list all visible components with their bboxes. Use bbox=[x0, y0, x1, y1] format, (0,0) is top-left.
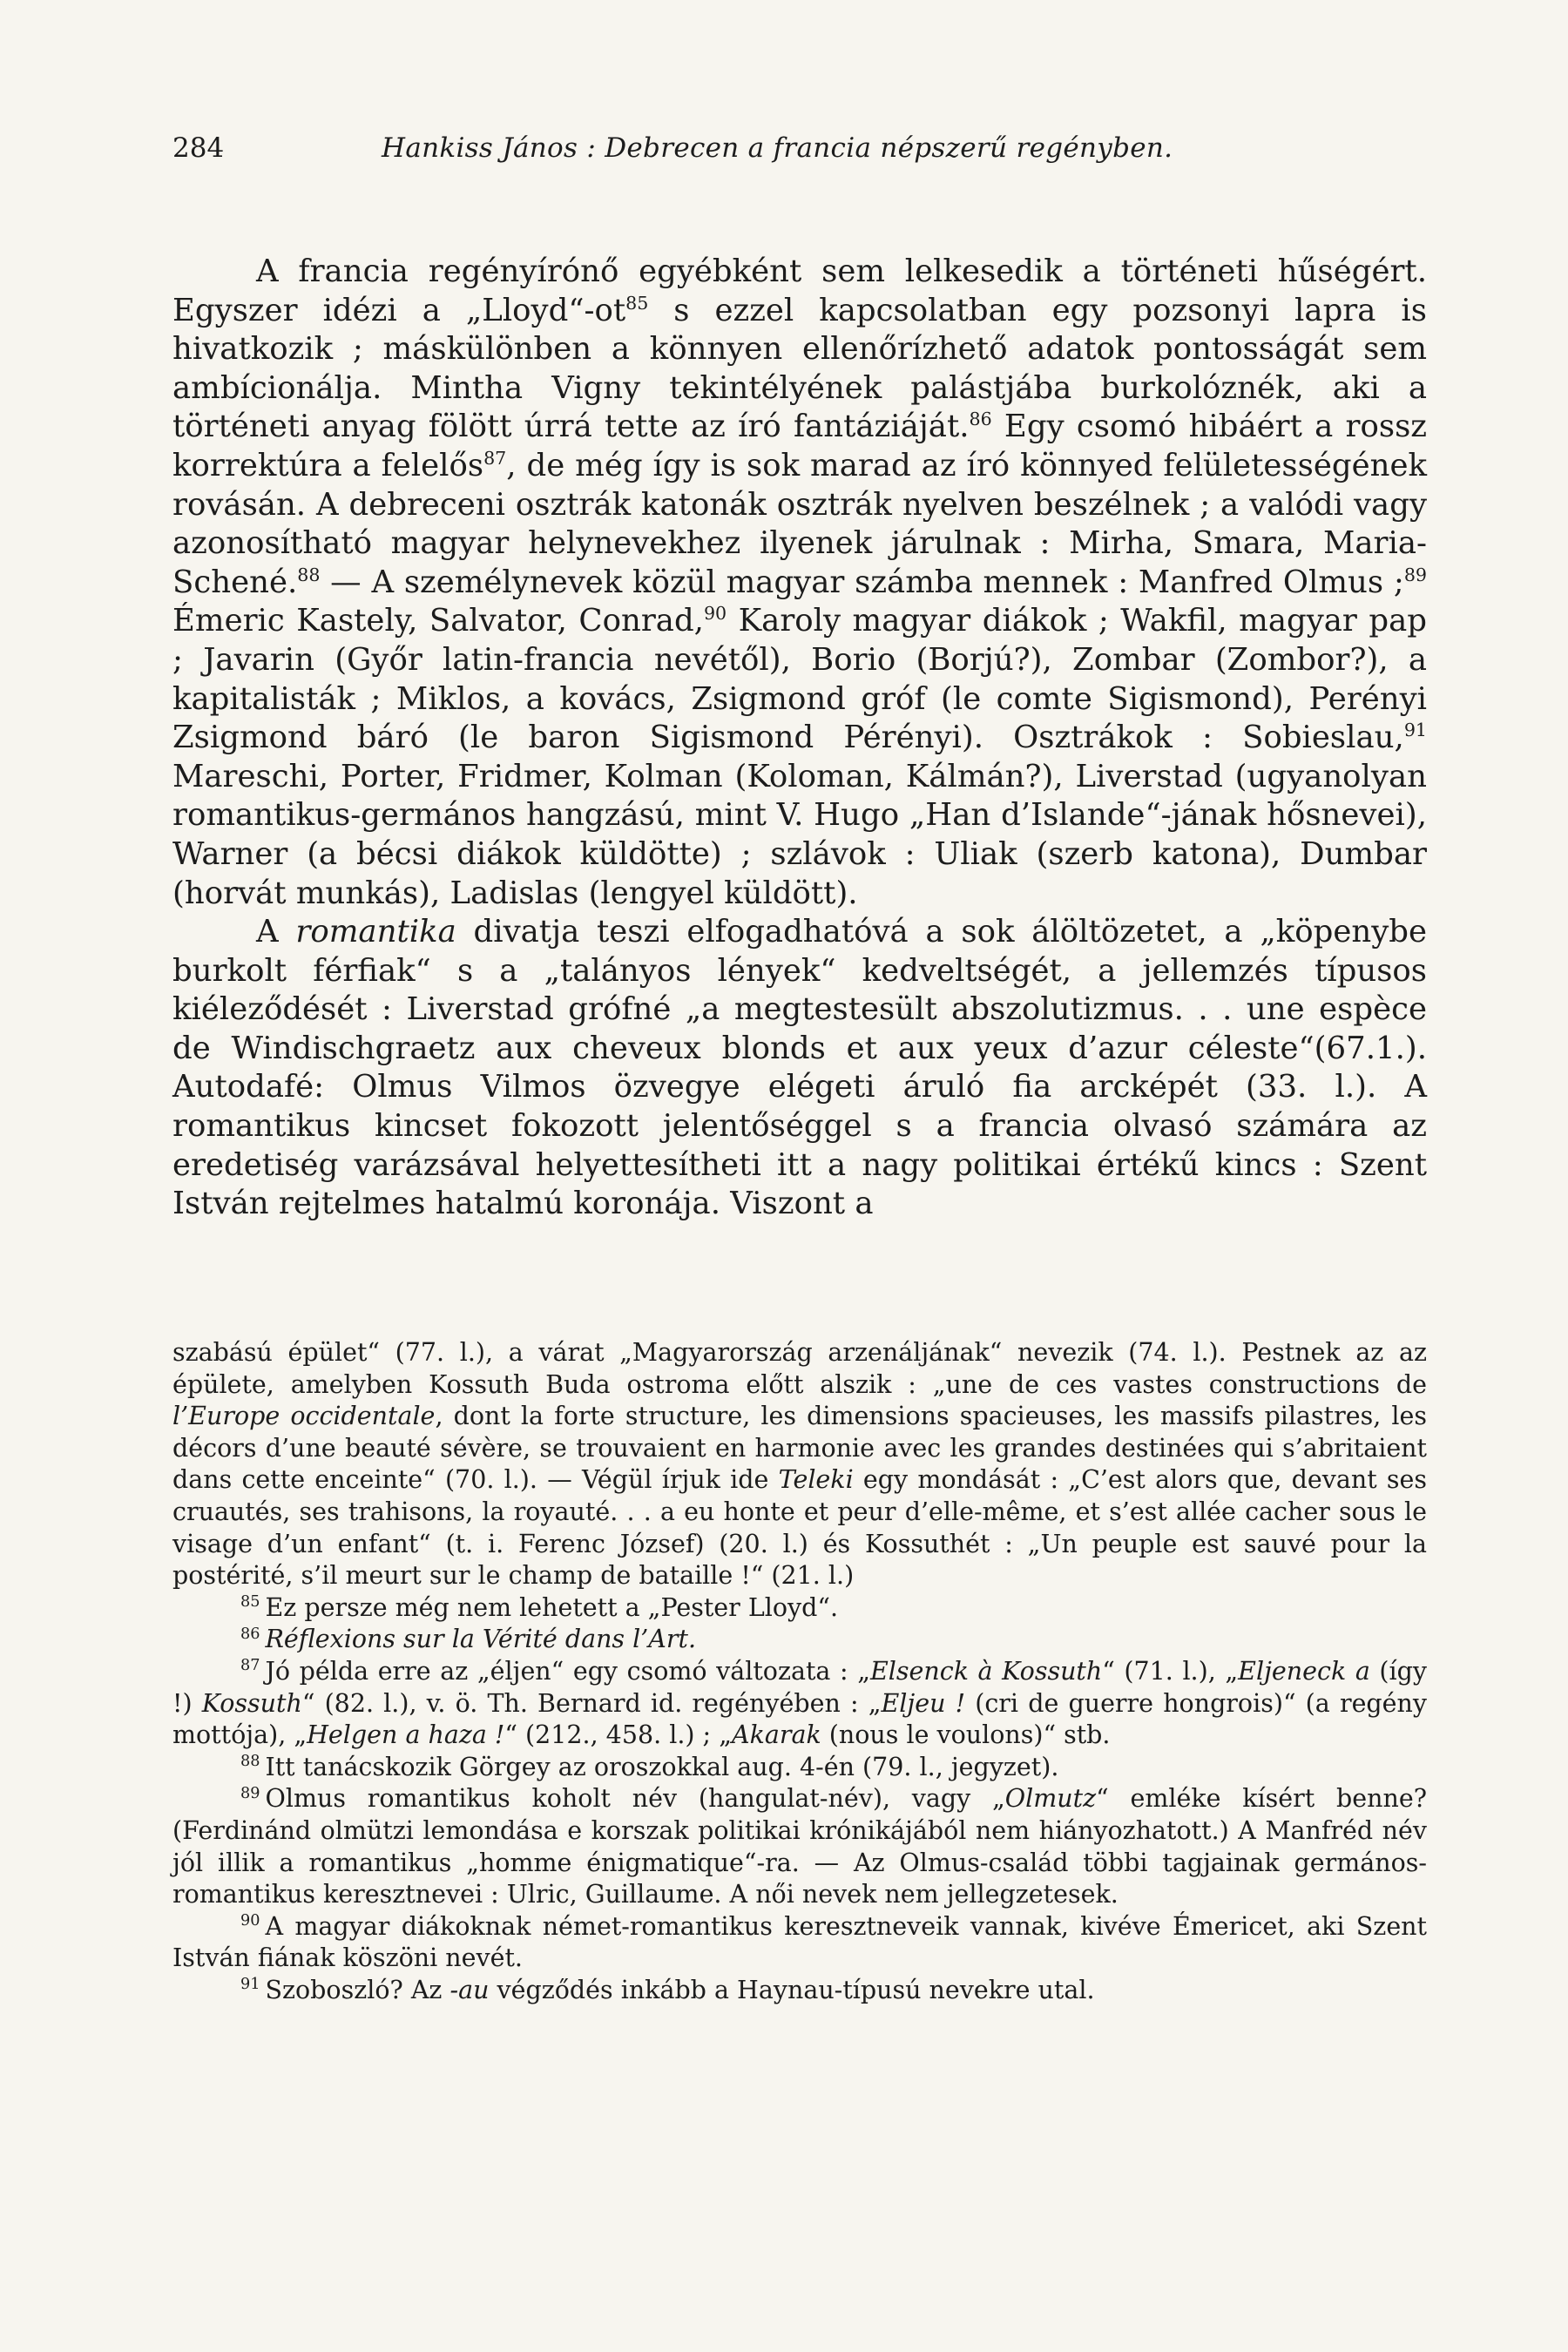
footnote-ref-88: 88 bbox=[297, 564, 321, 585]
paragraph-2: A romantika divatja teszi elfogadhatóvá a sok álöltözetet, a „köpenybe burkolt férfiak“ s a „talányos lények“ kedveltségét, a jellemzés típusos kiéleződését : Liverstad grófné „a megtestesült abszolutizmus. . . une espèce de Windischgraetz aux cheveux blonds et aux yeux d’azur céleste“(67.1.). Autodafé: Olmus Vilmos özvegye elégeti áruló fia arcképét (33. l.). A romantikus kincset fokozott jelentőséggel s a francia olvasó számára az eredetiség varázsával helyettesítheti itt a nagy politikai értékű kincs : Szent István rejtelmes hatalmú koronája. Viszont a bbox=[172, 914, 1428, 1222]
page-number: 284 bbox=[172, 132, 225, 164]
footnote-continuation: szabású épület“ (77. l.), a várat „Magyarország arzenáljának“ nevezik (74. l.). Pestnek az az épülete, amelyben Kossuth Buda ostroma előtt alszik : „une de ces vastes constructions de l’Europe occidentale, dont la forte structure, les dimensions spacieuses, les massifs pilastres, les décors d’une beauté sévère, se trouvaient en harmonie avec les grandes destinées qui s’abritaient dans cette enceinte“ (70. l.). — Végül írjuk ide Teleki egy mondását : „C’est alors que, devant ses cruautés, ses trahisons, la royauté. . . a eu honte et peur d’elle-même, et s’est allée cacher sous le visage d’un enfant“ (t. i. Ferenc József) (20. l.) és Kossuthét : „Un peuple est sauvé pour la postérité, s’il meurt sur le champ de bataille !“ (21. l.) bbox=[172, 1338, 1428, 1591]
running-title: Hankiss János : Debrecen a francia népszerű regényben. bbox=[382, 132, 1173, 164]
footnote-88: $^{88}$ Itt tanácskozik Görgey az oroszokkal aug. 4-én (79. l., jegyzet). bbox=[240, 1752, 1059, 1781]
footnotes bbox=[172, 1337, 1427, 2006]
footnote-90: $^{90}$ A magyar diákoknak német-romantikus keresztneveik vannak, kivéve Émericet, aki Szent István fiának köszöni nevét. bbox=[172, 1911, 1427, 1973]
footnote-ref-90: 90 bbox=[703, 603, 727, 625]
footnote-85: $^{85}$ Ez persze még nem lehetett a „Pester Lloyd“. bbox=[240, 1592, 839, 1622]
footnote-ref-86: 86 bbox=[969, 409, 992, 430]
main-text bbox=[172, 253, 1427, 1224]
paragraph-1: A francia regényírónő egyébként sem lelkesedik a történeti hűségért. Egyszer idézi a $„Lloyd“-ot^{85}$ s ezzel kapcsolatban egy pozsonyi lapra is hivatkozik ; máskülönben a könnyen ellenőrízhető adatok pontosságát sem ambícionálja. Mintha Vigny tekintélyének palástjába burkolóznék, aki a történeti anyag fölött úrrá tette az író fantáziáját.$^{86}$ Egy csomó hibáért a rossz korrektúra a felelős$^{87}$, de még így is sok marad az író könnyed felületességének rovásán. A debreceni osztrák katonák osztrák nyelven beszélnek ; a valódi vagy azonosítható magyar helynevekhez ilyenek járulnak : Mirha, Smara, Maria-Schené.$^{88}$ — A személynevek közül magyar számba mennek : Manfred Olmus ;$^{89}$ Émeric Kastely, Salvator, Conrad,$^{90}$ Karoly magyar diákok ; Wakfil, magyar pap ; Javarin (Győr latin-francia nevétől), Borio (Borjú?), Zombar (Zombor?), a kapitalisták ; Miklos, a kovács, Zsigmond gróf (le comte Sigismond), Perényi Zsigmond báró (le baron Sigismond Pérényi). Osztrákok : Sobieslau,$^{91}$ Mareschi, Porter, Fridmer, Kolman (Koloman, Kálmán?), Liverstad (ugyanolyan romantikus-germános hangzású, mint V. Hugo „Han d’Islande“-jának hősnevei), Warner (a bécsi diákok küldötte) ; szlávok : Uliak (szerb katona), Dumbar (horvát munkás), Ladislas (lengyel küldött). bbox=[172, 253, 1427, 911]
footnote-ref-91: 91 bbox=[1403, 720, 1427, 741]
footnote-ref-87: 87 bbox=[483, 448, 507, 470]
footnote-87: $^{87}$ Jó példa erre az „éljen“ egy csomó változata : „Elsenck à Kossuth“ (71. l.), „Eljeneck a (így !) Kossuth“ (82. l.), v. ö. Th. Bernard id. regényében : „Eljeu ! (cri de guerre hongrois)“ (a regény mottója), „Helgen a haza !“ (212., 458. l.) ; „Akarak (nous le voulons)“ stb. bbox=[172, 1656, 1427, 1750]
footnote-ref-85: 85 bbox=[625, 292, 649, 314]
footnote-ref-89: 89 bbox=[1403, 564, 1427, 585]
footnote-91: $^{91}$ Szoboszló? Az -au végződés inkább a Haynau-típusú nevekre utal. bbox=[240, 1975, 1095, 2004]
footnote-86: $^{86}$ Réflexions sur la Vérité dans l’Art. bbox=[240, 1625, 697, 1654]
footnote-89: $^{89}$ Olmus romantikus koholt név (hangulat-név), vagy „Olmutz“ emléke kísért benne? (Ferdinánd olmützi lemondása e korszak politikai krónikájából nem hiányozhatott.) A Manfréd név jól illik a romantikus „homme énigmatique“-ra. — Az Olmus-család többi tagjainak germános-romantikus keresztnevei : Ulric, Guillaume. A női nevek nem jellegzetesek. bbox=[172, 1784, 1427, 1909]
